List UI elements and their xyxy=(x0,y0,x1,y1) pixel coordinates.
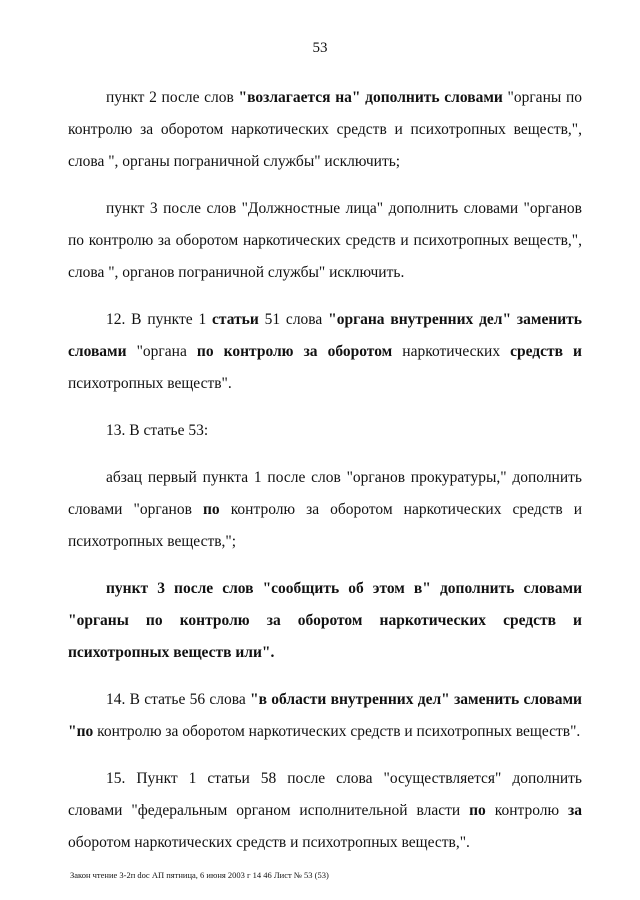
page-number: 53 xyxy=(312,40,328,56)
paragraph-2 xyxy=(68,193,582,289)
text-segment: 15. Пункт 1 статьи 58 после слова "осуществляется" дополнить словами "федеральным органом исполнительной власти xyxy=(68,770,582,819)
text-segment-bold: средств и xyxy=(510,343,582,360)
text-segment-bold: по xyxy=(469,802,486,819)
text-segment-bold: за xyxy=(568,802,582,819)
text-segment-bold: "в области внутренних дел" заменить словами "по xyxy=(68,691,582,740)
text-segment: 12. В пункте 1 xyxy=(106,311,213,328)
paragraph-6 xyxy=(68,573,582,669)
text-segment: психотропных веществ". xyxy=(68,375,232,392)
text-segment-bold: пункт 3 после слов "сообщить об этом в" дополнить словами "органы по контролю за оборотом наркотических средств и психотропных веществ или". xyxy=(68,580,582,661)
text-segment: 13. В статье 53: xyxy=(106,422,209,439)
text-segment: контролю за оборотом наркотических средств и психотропных веществ,"; xyxy=(68,501,583,550)
text-segment: абзац первый пункта 1 после слов "органов прокуратуры," дополнить словами "органов xyxy=(68,469,582,518)
text-segment: оборотом наркотических средств и психотропных веществ,". xyxy=(68,834,470,851)
paragraph-1 xyxy=(68,82,582,178)
paragraph-5 xyxy=(68,462,582,558)
text-segment: "органа xyxy=(126,343,197,360)
text-segment: пункт 2 после слов xyxy=(106,89,239,106)
text-segment-bold: статьи xyxy=(212,311,259,328)
text-segment-bold: "органа внутренних дел" заменить словами xyxy=(68,311,582,360)
paragraph-3 xyxy=(68,304,582,400)
paragraph-8 xyxy=(68,763,582,859)
text-segment-bold: по xyxy=(202,501,220,518)
text-segment: наркотических xyxy=(392,343,511,360)
text-segment: пункт 3 после слов "Должностные лица" дополнить словами "органов по контролю за оборотом наркотических средств и психотропных веществ,", слова ", органов пограничной службы" исключить. xyxy=(68,200,582,281)
text-segment: 14. В статье 56 слова xyxy=(106,691,251,708)
page-footer: Закон чтение 3-2п doc АП пятница, 6 июня 2003 г 14 46 Лист № 53 (53) xyxy=(70,870,329,880)
document-body xyxy=(68,82,582,874)
text-segment-bold: "возлагается на" дополнить словами xyxy=(238,89,503,106)
text-segment-bold: по контролю за оборотом xyxy=(196,343,393,360)
text-segment: "органы по контролю за оборотом наркотических средств и психотропных веществ,", слова ", органы пограничной службы" исключить; xyxy=(68,89,582,170)
text-segment: контролю за оборотом наркотических средств и психотропных веществ". xyxy=(93,723,581,740)
text-segment: контролю xyxy=(485,802,568,819)
paragraph-4 xyxy=(68,415,582,447)
paragraph-7 xyxy=(68,684,582,748)
text-segment: 51 слова xyxy=(258,311,329,328)
